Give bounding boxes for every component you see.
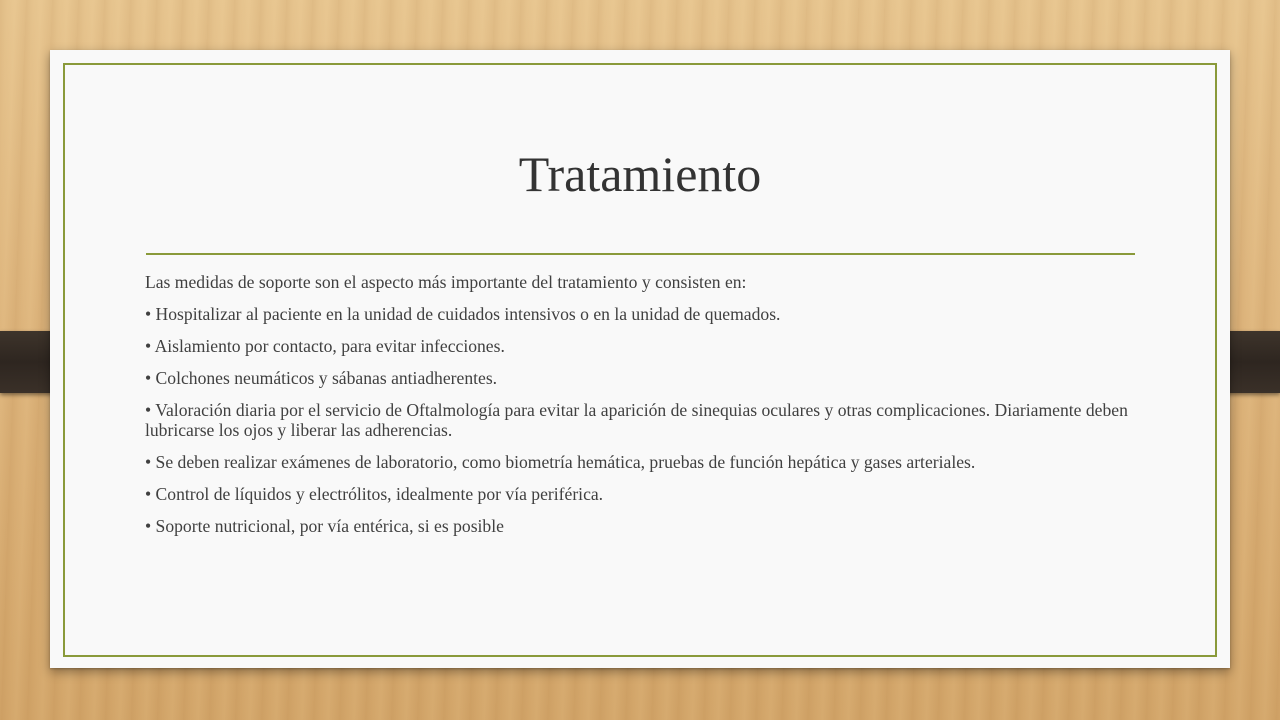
bullet-item: • Control de líquidos y electrólitos, idealmente por vía periférica.: [145, 484, 604, 504]
title-divider: [146, 253, 1135, 255]
bullet-item: • Valoración diaria por el servicio de Oftalmología para evitar la aparición de sinequias oculares y otras complicaciones. Diariamente deben lubricarse los ojos y liberar las adherencias.: [145, 400, 1128, 440]
bullet-item: • Soporte nutricional, por vía entérica, si es posible: [145, 516, 504, 536]
slide-paper: [50, 50, 1230, 668]
bullet-item: • Colchones neumáticos y sábanas antiadherentes.: [145, 368, 498, 388]
bullet-item: • Aislamiento por contacto, para evitar infecciones.: [145, 336, 505, 356]
slide-body: [145, 272, 1145, 548]
intro-paragraph: Las medidas de soporte son el aspecto más importante del tratamiento y consisten en:: [145, 272, 747, 292]
bullet-item: • Se deben realizar exámenes de laboratorio, como biometría hemática, pruebas de función hepática y gases arteriales.: [145, 452, 976, 472]
slide-title: Tratamiento: [518, 146, 762, 202]
bullet-item: • Hospitalizar al paciente en la unidad de cuidados intensivos o en la unidad de quemados.: [145, 304, 781, 324]
